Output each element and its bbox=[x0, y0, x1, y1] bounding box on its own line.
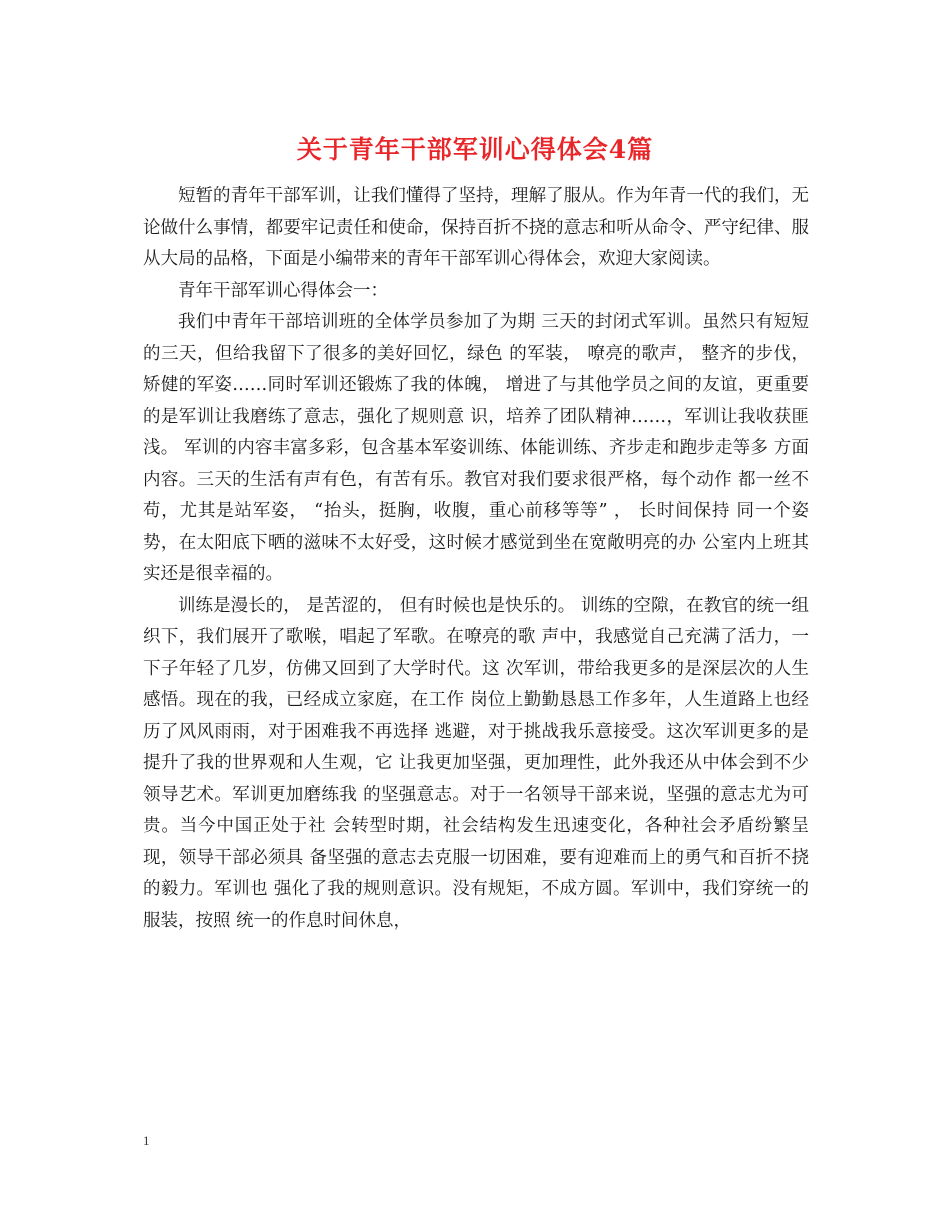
document-body bbox=[143, 181, 809, 937]
body-paragraph: 训练是漫长的， 是苦涩的， 但有时候也是快乐的。 训练的空隙，在教官的统一组织下，我们展开了歌喉，唱起了军歌。在嘹亮的歌 声中，我感觉自己充满了活力，一下子年轻了几岁，仿佛又回到了大学时代。这 次军训，带给我更多的是深层次的人生感悟。现在的我，已经成立家庭，在工作 岗位上勤勤恳恳工作多年，人生道路上也经历了风风雨雨，对于困难我不再选择 逃避，对于挑战我乐意接受。这次军训更多的是提升了我的世界观和人生观，它 让我更加坚强，更加理性，此外我还从中体会到不少领导艺术。军训更加磨练我 的坚强意志。对于一名领导干部来说，坚强的意志尤为可贵。当今中国正处于社 会转型时期，社会结构发生迅速变化，各种社会矛盾纷繁呈现，领导干部必须具 备坚强的意志去克服一切困难，要有迎难而上的勇气和百折不挠的毅力。军训也 强化了我的规则意识。没有规矩，不成方圆。军训中，我们穿统一的服装，按照 统一的作息时间休息， bbox=[143, 595, 809, 931]
section-heading-paragraph: 青年干部军训心得体会一： bbox=[178, 280, 388, 301]
intro-paragraph: 短暂的青年干部军训，让我们懂得了坚持，理解了服从。作为年青一代的我们，无论做什么事情，都要牢记责任和使命，保持百折不挠的意志和听从命令、严守纪律、服从大局的品格，下面是小编带来的青年干部军训心得体会，欢迎大家阅读。 bbox=[143, 186, 809, 269]
page-number: 1 bbox=[143, 1133, 150, 1148]
document-title: 关于青年干部军训心得体会4篇 bbox=[296, 135, 654, 164]
body-paragraph: 我们中青年干部培训班的全体学员参加了为期 三天的封闭式军训。虽然只有短短的三天，但给我留下了很多的美好回忆，绿色 的军装， 嘹亮的歌声， 整齐的步伐， 矫健的军姿……同时军训还锻炼了我的体魄， 增进了与其他学员之间的友谊，更重要的是军训让我磨练了意志，强化了规则意 识，培养了团队精神……，军训让我收获匪浅。 军训的内容丰富多彩，包含基本军姿训练、体能训练、齐步走和跑步走等多 方面内容。三天的生活有声有色，有苦有乐。教官对我们要求很严格，每个动作 都一丝不苟，尤其是站军姿， “抬头，挺胸，收腹，重心前移等等” ， 长时间保持 同一个姿势，在太阳底下晒的滋味不太好受，这时候才感觉到坐在宽敞明亮的办 公室内上班其实还是很幸福的。 bbox=[143, 312, 809, 584]
